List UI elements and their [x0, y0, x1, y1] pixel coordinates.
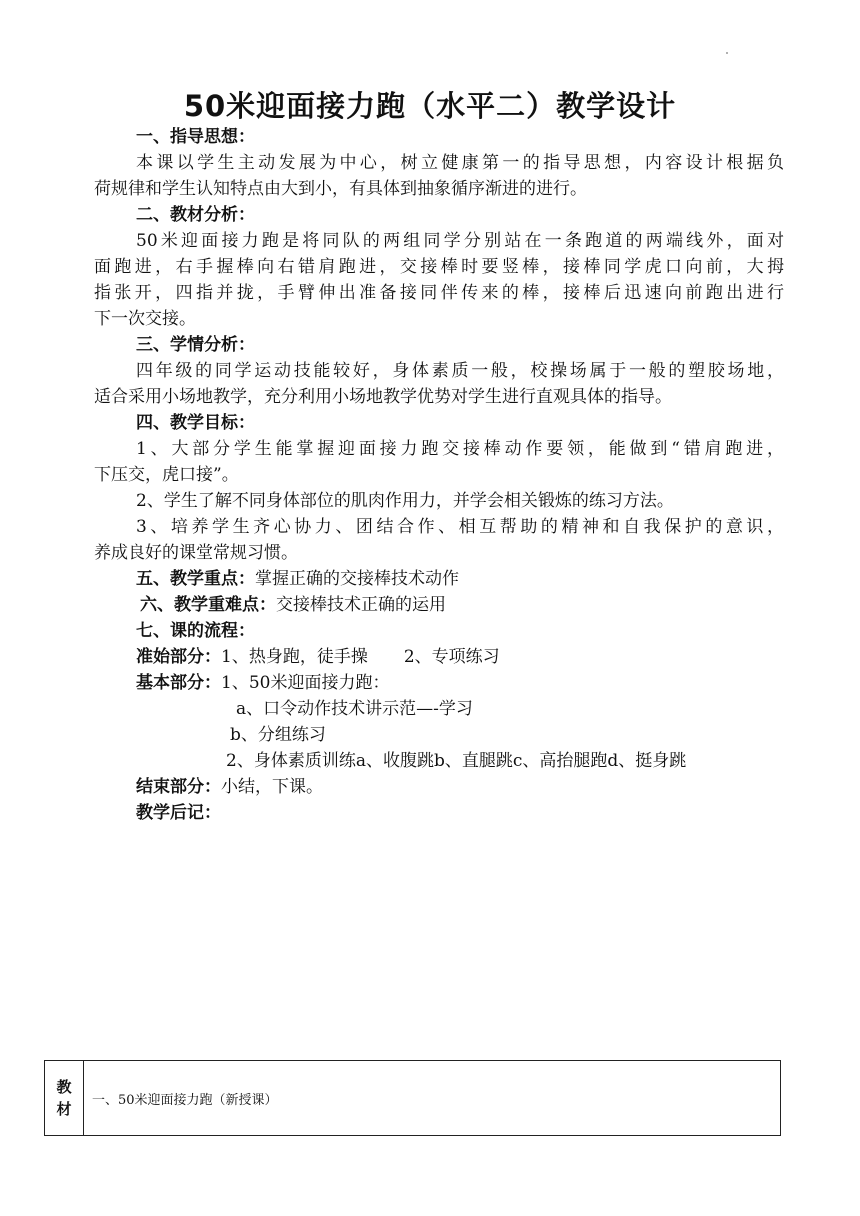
table-row: [45, 1061, 781, 1136]
end-part-line: [94, 774, 784, 800]
difficult-point-line: [94, 592, 784, 618]
section-heading-material-analysis: 二、教材分析：: [136, 205, 255, 225]
table-label-bottom: 材: [56, 1100, 72, 1118]
page-dot: [726, 52, 728, 54]
section-heading-teaching-goals: 四、教学目标：: [136, 413, 255, 433]
paragraph-line: 指张开，四指并拢，手臂伸出准备接同伴传来的棒，接棒后迅速向前跑出进行: [94, 283, 784, 303]
material-table: [44, 1060, 781, 1136]
key-point-text: 掌握正确的交接棒技术动作: [255, 569, 459, 589]
basic-item: 1、50米迎面接力跑：: [221, 673, 390, 693]
paragraph-line: 50米迎面接力跑是将同队的两组同学分别站在一条跑道的两端线外，面对: [136, 231, 784, 251]
key-point-line: [94, 566, 784, 592]
goal-line: 养成良好的课堂常规习惯。: [94, 543, 298, 563]
paragraph-line: 适合采用小场地教学，充分利用小场地教学优势对学生进行直观具体的指导。: [94, 387, 672, 407]
goal-line: 下压交，虎口接”。: [94, 465, 239, 485]
difficult-point-label: 六、教学重难点：: [140, 595, 276, 615]
goal-line: 1、大部分学生能掌握迎面接力跑交接棒动作要领，能做到“错肩跑进，: [136, 439, 784, 459]
section-heading-lesson-flow: 七、课的流程：: [136, 621, 255, 641]
goal-line: 2、学生了解不同身体部位的肌肉作用力，并学会相关锻炼的练习方法。: [136, 491, 674, 511]
prep-item: 1、热身跑，徒手操: [221, 647, 368, 667]
goal-line: 3、培养学生齐心协力、团结合作、相互帮助的精神和自我保护的意识，: [136, 517, 784, 537]
basic-part-line: [94, 670, 784, 696]
prep-item: 2、专项练习: [403, 647, 500, 667]
document-body: [94, 124, 784, 826]
section-heading-guiding-idea: 一、指导思想：: [136, 127, 255, 147]
basic-subitem: a、口令动作技术讲示范—-学习: [236, 699, 473, 719]
document-title: 50米迎面接力跑（水平二）教学设计: [183, 89, 677, 123]
table-label-cell: [45, 1061, 84, 1136]
table-label-top: 教: [56, 1078, 72, 1096]
paragraph-line: 下一次交接。: [94, 309, 196, 329]
key-point-label: 五、教学重点：: [136, 569, 255, 589]
paragraph-line: 面跑进，右手握棒向右错肩跑进，交接棒时要竖棒，接棒同学虎口向前，大拇: [94, 257, 784, 277]
end-part-text: 小结，下课。: [221, 777, 323, 797]
paragraph-line: 本课以学生主动发展为中心，树立健康第一的指导思想，内容设计根据负: [136, 153, 784, 173]
basic-part-label: 基本部分：: [136, 673, 221, 693]
section-heading-student-analysis: 三、学情分析：: [136, 335, 255, 355]
prep-part-label: 准始部分：: [136, 647, 221, 667]
end-part-label: 结束部分：: [136, 777, 221, 797]
paragraph-line: 荷规律和学生认知特点由大到小，有具体到抽象循序渐进的进行。: [94, 179, 587, 199]
table-content-cell: 一、50米迎面接力跑（新授课）: [84, 1061, 781, 1136]
prep-part-line: [94, 644, 784, 670]
difficult-point-text: 交接棒技术正确的运用: [276, 595, 446, 615]
basic-subitem: b、分组练习: [230, 725, 326, 745]
basic-item: 2、身体素质训练a、收腹跳b、直腿跳c、高抬腿跑d、挺身跳: [226, 751, 687, 771]
teaching-notes-label: 教学后记：: [136, 803, 221, 823]
paragraph-line: 四年级的同学运动技能较好，身体素质一般，校操场属于一般的塑胶场地，: [136, 361, 784, 381]
